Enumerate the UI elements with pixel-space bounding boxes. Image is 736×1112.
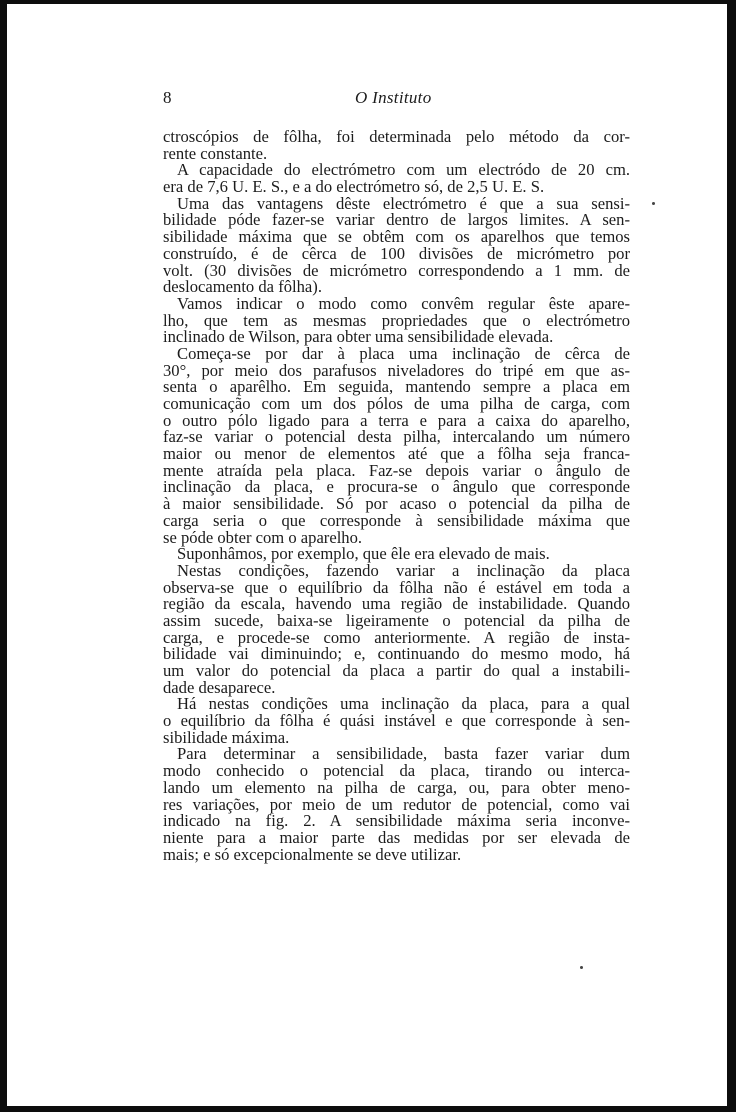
text-line: Uma das vantagens dêste electrómetro é que a sua sensi- <box>177 193 630 213</box>
text-line: senta o aparêlho. Em seguida, mantendo sempre a placa em <box>163 377 630 397</box>
text-line: bilidade póde fazer-se variar dentro de largos limites. A sen- <box>163 210 630 230</box>
text-line: mais; e só excepcionalmente se deve utilizar. <box>163 844 462 864</box>
text-line: o outro pólo ligado para a terra e para a caixa do aparelho, <box>163 410 630 430</box>
paragraph <box>163 162 630 195</box>
text-line: à maior sensibilidade. Só por acaso o potencial da pilha de <box>163 494 630 514</box>
text-line: um valor do potencial da placa a partir do qual a instabili- <box>163 661 630 680</box>
text-line: sibilidade máxima. <box>163 727 290 747</box>
text-line: Vamos indicar o modo como convêm regular êste apare- <box>177 293 630 313</box>
text-line: era de 7,6 U. E. S., e a do electrómetro só, de 2,5 U. E. S. <box>163 177 545 197</box>
text-line: carga, e procede-se como anteriormente. A região de insta- <box>163 627 630 647</box>
print-speck <box>652 202 655 205</box>
text-line: dade desaparece. <box>163 677 276 697</box>
text-line: sibilidade máxima que se obtêm com os aparelhos que temos <box>163 227 630 247</box>
text-line: região da escala, havendo uma região de instabilidade. Quando <box>163 594 630 614</box>
text-line: se póde obter com o aparelho. <box>163 527 363 547</box>
text-line: carga seria o que corresponde à sensibilidade máxima que <box>163 510 630 530</box>
body-text <box>163 129 630 863</box>
text-line: A capacidade do electrómetro com um electródo de 20 cm. <box>177 160 630 180</box>
journal-title: O Instituto <box>355 88 432 107</box>
text-line: inclinado de Wilson, para obter uma sensibilidade elevada. <box>163 327 554 347</box>
text-line: rente constante. <box>163 143 268 163</box>
text-line: faz-se variar o potencial desta pilha, intercalando um número <box>163 427 630 447</box>
paragraph <box>163 129 630 162</box>
text-line: Começa-se por dar à placa uma inclinação de cêrca de <box>177 343 630 363</box>
page-number: 8 <box>163 88 172 107</box>
print-speck <box>580 966 583 969</box>
paragraph <box>163 193 630 297</box>
text-line: indicado na fig. 2. A sensibilidade máxima seria inconve- <box>163 811 630 831</box>
paragraph <box>163 696 630 746</box>
paragraph <box>163 343 630 547</box>
text-line: 30°, por meio dos parafusos niveladores do tripé em que as- <box>163 360 630 380</box>
text-line: o equilíbrio da fôlha é quási instável e que corresponde à sen- <box>163 711 630 731</box>
text-line: deslocamento da fôlha). <box>163 277 322 297</box>
paragraph <box>163 560 630 697</box>
text-line: ctroscópios de fôlha, foi determinada pelo método da cor- <box>163 127 630 146</box>
text-line: Suponhâmos, por exemplo, que êle era elevado de mais. <box>177 544 550 564</box>
text-line: observa-se que o equilíbrio da fôlha não é estável em toda a <box>163 577 630 597</box>
text-line: Há nestas condições uma inclinação da placa, para a qual <box>177 694 630 714</box>
text-line: mente atraída pela placa. Faz-se depois variar o ângulo de <box>163 460 630 480</box>
text-line: inclinação da placa, e procura-se o ângulo que corresponde <box>163 477 630 497</box>
text-line: comunicação com um dos pólos de uma pilha de carga, com <box>163 394 630 413</box>
text-line: lando um elemento na pilha de carga, ou, para obter meno- <box>163 777 630 797</box>
text-line: lho, que tem as mesmas propriedades que o electrómetro <box>163 310 630 330</box>
text-line: assim sucede, baixa-se ligeiramente o potencial da pilha de <box>163 610 630 630</box>
text-line: Para determinar a sensibilidade, basta fazer variar dum <box>177 744 630 764</box>
text-line: maior ou menor de elementos até que a fôlha seja franca- <box>163 444 630 464</box>
text-line: Nestas condições, fazendo variar a inclinação da placa <box>177 560 630 580</box>
text-line: res variações, por meio de um redutor de potencial, como vai <box>163 794 630 814</box>
text-line: volt. (30 divisões de micrómetro correspondendo a 1 mm. de <box>163 260 630 280</box>
running-head <box>163 88 630 112</box>
paragraph <box>163 746 630 863</box>
paragraph <box>163 293 630 347</box>
text-line: bilidade vai diminuindo; e, continuando do mesmo modo, há <box>163 644 630 664</box>
text-line: modo conhecido o potencial da placa, tirando ou interca- <box>163 761 630 781</box>
text-line: niente para a maior parte das medidas por ser elevada de <box>163 827 630 847</box>
text-line: construído, é de cêrca de 100 divisões de micrómetro por <box>163 243 630 263</box>
